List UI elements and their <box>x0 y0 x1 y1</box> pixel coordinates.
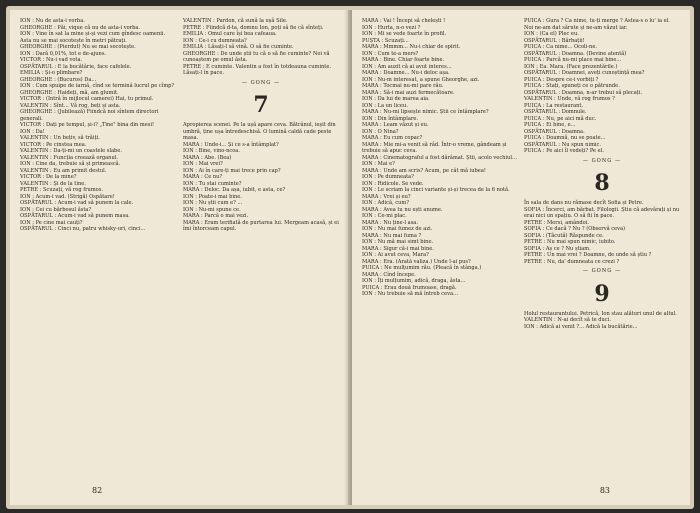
right-col1-line: MARA : Leam văzut și eu. <box>362 122 429 128</box>
left-column-1 <box>20 18 176 233</box>
left-col1-line: PETRE : Scuzați, vă rog frumos. <box>20 187 103 193</box>
right-col1-line: ION : Le scriam la cinci variante și-și trecea de la 6 notă. <box>362 187 510 193</box>
right-col1-line: MARA : Vrei și eu? <box>362 193 411 200</box>
left-col2-line: MARA : Deloc. Da așa, iubit, e asta, ce? <box>183 187 286 193</box>
right-col1-line: ION : Nu mai fumez de azi. <box>362 226 433 232</box>
right-col2-line: PETRE : Nu, da' dumneata ce crezi ? <box>524 258 620 265</box>
right-col2-line: PUICA : Ei bine, e... <box>524 122 576 128</box>
left-col2-line: ION : Ai în care-ți mai trece prin cap? <box>183 167 281 174</box>
left-col1-line: ION : Vine în sat la mine și-și vezi cum gîndesc oamenii. Asta nu se mai socotește în metri pătrați. <box>20 31 166 44</box>
left-col1-line: VICTOR : Pe cinstea mea. <box>20 141 87 148</box>
right-col1-line: MARA : Mie mi-a venit să râd. Într-o vreme, gândeam și trebuie să apuc ceva. <box>362 141 507 154</box>
left-col2-line: ION : Poate-i mai bine. <box>183 193 242 200</box>
right-col2-line: PUICA : Ca nime... Ocoli-ne. <box>524 44 597 50</box>
right-col1-line: MARA : Bine. Chiar foarte bine. <box>362 57 445 63</box>
right-col2-line: OSPĂTARUL : Nu spun nimic. <box>524 141 602 148</box>
left-col1-line: ION : Cine da, trebuie să și primească. <box>20 161 121 167</box>
right-col2-line: SOFIA : Aș ce ? Nu știam. <box>524 245 591 252</box>
left-col1-line: GHEORGHE : (Pierdut) Nu se mai socotește. <box>20 44 136 50</box>
left-col2-line: ION : Nu-mi spune ce. <box>183 206 241 213</box>
left-col2-line: EMILIA : Omul care își bea cafeaua. <box>183 31 277 37</box>
right-col2-line: PETRE : Un mai vrei ? Doamne, de unde să știu ? <box>524 252 652 258</box>
left-col2-line: ION : Tu stai cuminte? <box>183 180 242 187</box>
right-col2-line: OSPĂTARUL : Doamna, n-ar trebui să plecați. <box>524 89 643 96</box>
right-col1-line: ION : Pe dumneata? <box>362 174 414 180</box>
gong-separator: — GONG — <box>241 79 281 86</box>
left-col2-line: MARA : Unde-i... Și ce s-a întâmplat? <box>183 141 279 148</box>
open-book <box>6 6 694 509</box>
right-col2-line: SOFIA : Încerci, am bărbat. Filologii. Știu că adevărați și nu erai nici un spațiu. O să fii în pace. <box>524 206 680 219</box>
chapter-number: 8 <box>594 170 610 196</box>
right-col1-line: ION : Da lui de marea aia. <box>362 96 430 102</box>
left-col2-line: MARA : Eram terifiată de purtarea lui. Mergeam acasă, și ei îmi întorceam capul. <box>183 219 339 232</box>
left-column-2 <box>183 18 339 233</box>
right-col1-line: ION : Cum te-a mers? <box>362 50 419 57</box>
right-col1-line: PUICA : Ne mulțumim rău. (Pleacă în stânga.) <box>362 265 482 271</box>
left-col1-line: VALENTIN : Eu am primit destul. <box>20 167 107 174</box>
right-col1-line: MARA : Vai ! Începi să chelești ! <box>362 18 446 24</box>
left-col1-line: GHEORGHE : (Bucuros) Da... <box>20 76 97 83</box>
right-col1-line: ION : Nu trebuie să mă întreb ceva... <box>362 291 458 297</box>
right-col2-line: VALENTIN : N-ai decît să te duci. <box>524 317 611 323</box>
left-col1-line: VICTOR : De la mine? <box>20 174 77 180</box>
right-col2-line: PETRE : Mersi, amândoi. <box>524 219 589 226</box>
left-col2-line: Apropierea scenei. Pe la ușă apare ceva. Bătrânul, ieșit din umbră, ține ușa întredeschisă. O lumină caldă cade peste masa. <box>183 122 336 141</box>
right-column-1 <box>362 18 518 298</box>
right-col2-line: OSPĂTARUL : Doamna. (Devine atentă) <box>524 50 627 57</box>
left-col2-line: PETRE : Fiindcă d-ta, domnu Ion, poți să fie că sînteți. <box>183 24 324 31</box>
right-col2-line: VALENTIN : Unde, vă rog frumos ? <box>524 96 615 102</box>
right-col1-line: ION : Din întâmplare. <box>362 115 419 122</box>
left-col2-line: ION : Nu știi cum e? ... <box>183 200 243 206</box>
right-col2-line: PUICA : Pe aici îl vedeți? Pe el. <box>524 148 604 154</box>
left-col1-line: OSPĂTARUL : Acum-i vad să punem la cale. <box>20 200 134 206</box>
right-col2-line: SOFIA : Ce dacă ? Nu ? (Observă ceva) <box>524 226 626 232</box>
right-col1-line: ION : Ce-mi plac. <box>362 213 407 219</box>
left-col2-line: GHEORGHE : De unde știi tu că o să fie cuminte? Noi vă cunoaștem pe omul ăsta. <box>183 50 330 63</box>
left-col1-line: VICTOR : Nu-i vad vota. <box>20 57 83 63</box>
right-col1-line: ION : O Nina? <box>362 128 399 135</box>
left-col1-line: ION : Dară 0,01%, tot e de-ajuns. <box>20 50 107 57</box>
right-col2-line: PUICA : Stați, spuneți ce o pătrunde. <box>524 83 620 89</box>
right-col2-line: PUICA : Nu, pe aici mă duc. <box>524 115 597 122</box>
left-col1-line: ION : Cei cu bărbosul ăsta? <box>20 206 92 213</box>
left-col1-line: EMILIA : Și-o plimbare? <box>20 70 83 76</box>
right-col2-line: OSPĂTARUL : Domnule. <box>524 109 587 115</box>
right-col2-line: PUICA : La restaurant. <box>524 102 584 109</box>
right-col1-line: ION : Nu mă mai simt bine. <box>362 239 434 245</box>
right-col1-line: ION : Ai avut ceva, Mara? <box>362 252 429 258</box>
right-col2-line: Holul restaurantului. Petrică, Ion stau alături unul de altul. <box>524 310 677 317</box>
left-col1-line: VALENTIN : Un bețiv, să trăiți. <box>20 135 100 141</box>
right-col1-line: ION : Adică, cum? <box>362 200 409 206</box>
right-col1-line: ION : Hurta, n-o vezi ? <box>362 24 421 31</box>
right-col1-line: MARA : Nu mai fuma ? <box>362 232 422 239</box>
right-col2-line: PUICA : Parcă nu-mi place mai bine... <box>524 57 622 63</box>
right-col1-line: ION : Nu-m interesat, a spune Gheorghe, azi. <box>362 76 480 83</box>
right-col2-line: ION : Adică ai venit ?... Adică la bucătărie... <box>524 323 638 330</box>
right-col2-line: PETRE : Nu mai spun nimic, iubito. <box>524 239 616 245</box>
left-col1-line: ION : Acum-i vad. (Strigă) Ospătare! <box>20 193 115 200</box>
left-col2-line: MARA : Parcă o mai vezi. <box>183 213 249 219</box>
page-number-right: 83 <box>599 486 610 495</box>
left-col2-line: MARA : Ce nu? <box>183 174 223 180</box>
right-col2-line: SOFIA : (Tăcută) Răspunde ce. <box>524 232 604 239</box>
left-col2-line: MARA : Abe. (Bea) <box>183 154 232 161</box>
right-col1-line: ION : La un liceu. <box>362 102 408 109</box>
right-col1-line: MARA : Unde am scris? Acum, pe cât mă iubea! <box>362 167 486 174</box>
page-number-left: 82 <box>92 486 103 495</box>
right-col1-line: ION : Mi se vede foarte în profil. <box>362 31 447 37</box>
right-col2-line: OSPĂTARUL : Doamnei, aveți cunoștință mea? <box>524 70 645 76</box>
left-col1-line: ION : Pe cine mai cauți? <box>20 219 83 226</box>
right-col2-line: În sala de dans nu rămase decît Sofia și Petre. <box>524 200 644 206</box>
left-col1-line: GHEORGHE : Haideți, mă, am glumit. <box>20 89 119 96</box>
left-col2-line: PETRE : E cuminte. Valentin a fost în totdeauna cuminte. Lăsați-l în pace. <box>183 63 331 76</box>
left-col1-line: VICTOR : (Intră în mijlocul camerei) Hai, tu primul. <box>20 96 154 102</box>
right-col1-line: MARA : Nu ține-l asa. <box>362 219 418 226</box>
gong-separator: — GONG — <box>582 268 622 274</box>
right-col1-line: ION : Am auzit că ai avut interes... <box>362 63 452 70</box>
right-col1-line: PUȘTA : Scuzați... <box>362 37 409 44</box>
right-col1-line: MARA : Eu cum copac? <box>362 135 423 141</box>
right-page <box>352 10 690 505</box>
right-col1-line: MARA : Avea tu nu ești anume. <box>362 206 443 213</box>
right-col2-line: PUICA : Gura ? Ca nime, tu-ți merge ? Astea-s o lu' ia el. Noi ne-am dat sărute și ne-am văzut iar. <box>524 18 670 31</box>
left-col1-line: VICTOR : Dați pe tempul, și-i? „Tine" bina din mesi! <box>20 122 154 128</box>
left-col1-line: OSPĂTARUL : Acum-i vad să punem masa. <box>20 213 130 219</box>
left-col1-line: VALENTIN : Da-ți-mi un coastele slabe. <box>20 148 122 154</box>
left-col1-line: OSPĂTARUL : E la bucătărie, face cafelele. <box>20 63 132 70</box>
right-col1-line: MARA : Era. (Arată valiza.) Unde l-ai pus? <box>362 258 471 265</box>
left-col1-line: VALENTIN : Sînt... Vă rog, beți și asta. <box>20 102 121 109</box>
left-col2-line: ION : Bine, vino-ncoa. <box>183 148 240 154</box>
left-col1-line: GHEORGHE : (Jubilează) Fiindcă noi sîntem directori generali. <box>20 109 159 122</box>
gong-separator: — GONG — <box>582 157 622 164</box>
right-column-2 <box>524 18 680 330</box>
right-col1-line: MARA : Cînd începe. <box>362 271 416 278</box>
right-col1-line: MARA : Doamne... Nu-i deloc așa. <box>362 70 450 76</box>
left-col2-line: ION : Ce-i cu dumneata? <box>183 37 247 44</box>
right-col1-line: MARA : Să-i mai auzi fermecătoare. <box>362 89 455 96</box>
right-col2-line: ION : (Ca el) Plec eu. <box>524 31 579 37</box>
right-col2-line: OSPĂTARUL : Bărbații! <box>524 37 585 44</box>
right-col1-line: ION : Îți mulțumim, adică, draga, ăsta... <box>362 278 466 284</box>
left-col1-line: ION : Da! <box>20 128 45 135</box>
left-col2-line: ION : Mai vrei? <box>183 161 223 167</box>
chapter-number: 7 <box>253 92 269 118</box>
right-col1-line: MARA : Tocmai nu-mi pare rău. <box>362 83 444 89</box>
left-col1-line: OSPĂTARUL : Cinci nu, patru whisky-uri, cinci... <box>20 226 146 232</box>
right-col2-line: PUICA : Despre ce-i vorbiți ? <box>524 76 599 83</box>
left-col1-line: VALENTIN : Și de la tine. <box>20 180 86 187</box>
left-col2-line: EMILIA : Lăsați-l să vină. O să fie cuminte. <box>183 44 294 50</box>
right-col1-line: MARA : Nu-mi lipsește nimic. Știi ce întâmplare? <box>362 109 489 115</box>
right-col2-line: ION : Ea. Mara. (Face prezentările.) <box>524 63 618 70</box>
right-col1-line: MARA : Cinematograful a fost dărâmat. Știi, acolo vechiul... <box>362 154 517 161</box>
right-col1-line: MARA : Mmmm... Nu-i chiar de spirit. <box>362 44 461 50</box>
right-col2-line: OSPĂTARUL : Doamna. <box>524 128 585 135</box>
left-col1-line: ION : Nu de asta-i vorba. <box>20 18 85 24</box>
left-page <box>10 10 348 505</box>
left-col1-line: VALENTIN : Funcția creează organul. <box>20 154 118 161</box>
left-col1-line: ION : Cum spuipe de iarnă, cînd se termină lucrul pe cîmp? <box>20 83 175 89</box>
right-col1-line: ION : Ridicole. Se vede. <box>362 180 424 187</box>
right-col1-line: ION : Mai e? <box>362 161 395 167</box>
right-col1-line: MARA : Sigur că-i mai bine. <box>362 245 434 252</box>
chapter-number: 9 <box>594 280 610 307</box>
left-col1-line: GHEORGHE : Păi, vique că nu de asta-i vorba. <box>20 24 141 31</box>
right-col2-line: PUICA : Doamnă, nu se poate... <box>524 135 606 141</box>
left-col2-line: VALENTIN : Pardon, că sună la ușă Sile. <box>183 18 288 24</box>
right-col1-line: PUICA : Erau două frumoase, dragă. <box>362 284 457 291</box>
